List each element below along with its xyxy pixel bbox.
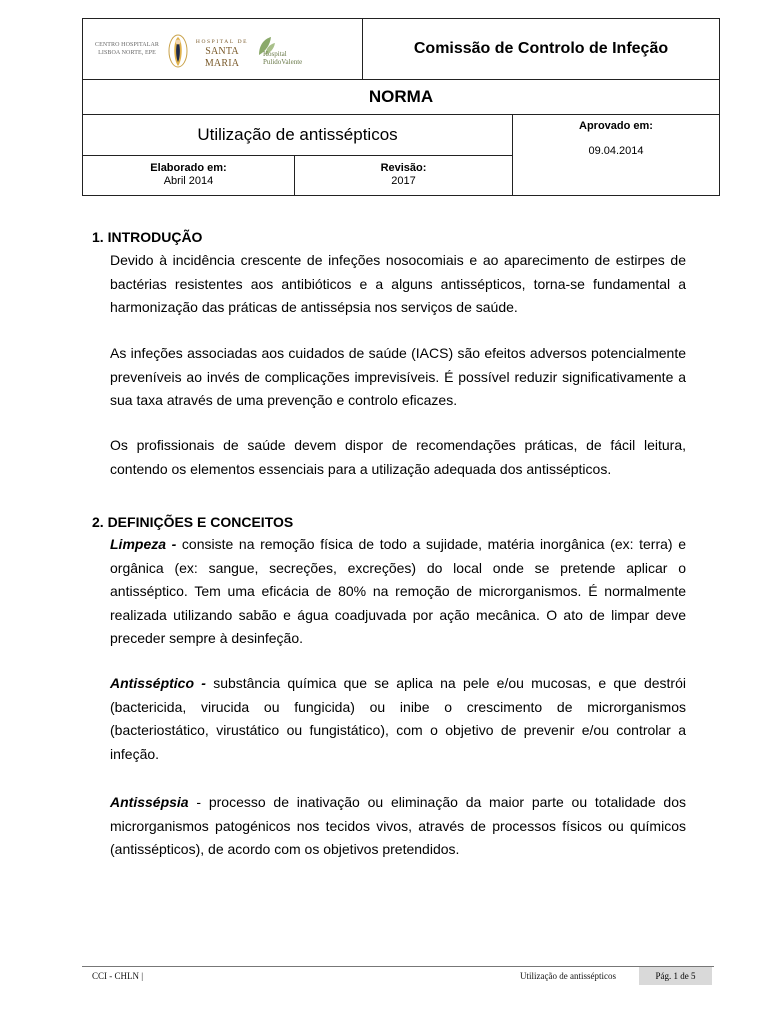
approved-date: 09.04.2014 [588, 145, 644, 157]
definition-limpeza [110, 533, 686, 651]
revision-cell [295, 156, 513, 195]
institution-logo [83, 19, 363, 80]
intro-paragraph-2: As infeções associadas aos cuidados de saúde (IACS) são efeitos adversos potencialmente preveníveis ao invés de complicações imprevisíveis. É possível reduzir significativamente a sua taxa através de uma prevenção e controlo eficazes. [110, 345, 686, 408]
pv-line-2: PulidoValente [263, 58, 303, 66]
definition-term: Limpeza - [110, 536, 177, 552]
document-type: NORMA [83, 80, 719, 115]
document-title: Utilização de antissépticos [83, 115, 513, 156]
centro-hospitalar-wordmark [91, 42, 163, 57]
commission-name: Comissão de Controlo de Infeção [363, 19, 719, 80]
definition-antisseptico [110, 672, 686, 766]
page-number: Pág. 1 de 5 [639, 967, 712, 985]
hospital-santa-maria-wordmark [191, 39, 253, 70]
centro-line-2: LISBOA NORTE, EPE [98, 49, 156, 56]
definition-text: - processo de inativação ou eliminação da maior parte ou totalidade dos microrganismos patogénicos nos tecidos vivos, através de processos físicos ou químicos (antissépticos), de acordo com os objetivos pretendidos. [110, 794, 686, 857]
definition-antissepsia [110, 791, 686, 862]
revision-year: 2017 [391, 175, 416, 187]
footer-divider [82, 966, 714, 967]
intro-paragraph-3: Os profissionais de saúde devem dispor de recomendações práticas, de fácil leitura, contendo os elementos essenciais para a utilização adequada dos antissépticos. [110, 437, 686, 477]
pulido-valente-wordmark [263, 50, 323, 66]
approved-cell [513, 115, 719, 195]
prepared-date: Abril 2014 [163, 175, 214, 187]
intro-paragraph-1: Devido à incidência crescente de infeções nosocomiais e ao aparecimento de estirpes de bactérias resistentes aos antibióticos e a alguns antissépticos, torna-se fundamental a harmonização das práticas de antissépsia nos serviços de saúde. [110, 252, 686, 315]
footer-document-title: Utilização de antissépticos [520, 971, 616, 981]
prepared-label: Elaborado em: [150, 162, 227, 174]
document-header-table [82, 18, 720, 196]
revision-label: Revisão: [380, 162, 427, 174]
definition-text: substância química que se aplica na pele e/ou mucosas, e que destrói (bactericida, virucida ou fungicida) ou inibe o crescimento de microrganismos (bacteriostático, virustático ou fungistático), com o objetivo de prevenir e/ou controlar a infeção. [110, 675, 686, 762]
definition-term: Antisséptico - [110, 675, 206, 691]
definition-text: consiste na remoção física de todo a sujidade, matéria inorgânica (ex: terra) e orgânica (ex: sangue, secreções, excreções) do local onde se pretende aplicar o antisséptico. Tem uma eficácia de 80% na remoção de microrganismos. É normalmente realizada utilizando sabão e água coadjuvada por ação mecânica. O ato de limpar deve preceder sempre à desinfeção. [110, 536, 686, 646]
hospital-de-text: HOSPITAL DE [195, 39, 249, 45]
santa-maria-text: SANTA MARIA [204, 46, 240, 69]
section-heading-introducao: 1. INTRODUÇÃO [92, 229, 203, 245]
definition-term: Antissépsia [110, 794, 189, 810]
section-heading-definicoes: 2. DEFINIÇÕES E CONCEITOS [92, 514, 294, 530]
pv-line-1: Hospital [263, 50, 287, 58]
santa-maria-emblem-icon [167, 33, 189, 69]
footer-department: CCI - CHLN | [92, 971, 144, 981]
prepared-cell [83, 156, 295, 195]
approved-label: Aprovado em: [579, 120, 653, 132]
centro-line-1: CENTRO HOSPITALAR [94, 42, 160, 48]
